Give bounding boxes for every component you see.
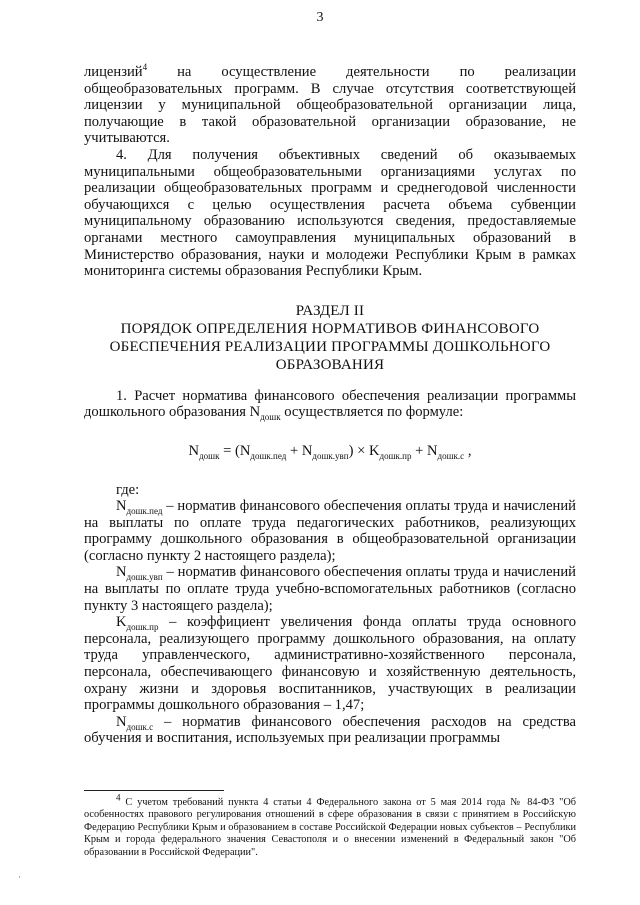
section-label: РАЗДЕЛ II bbox=[295, 302, 365, 319]
definition-item: $N_{дошк.пед}$ – норматив финансового обеспечения оплаты труда и начислений на выплаты по оплате труда педагогических работников, реализующих программу дошкольного образования в общеобразовательной организации (согласно пункту 2 настоящего раздела); bbox=[84, 498, 576, 564]
footnote: $^4$ С учетом требований пункта 4 статьи 4 Федерального закона от 5 мая 2014 года № 84-ФЗ "Об особенностях правового регулирования отношений в сфере образования в связи с принятием в Российскую Федерацию Республики Крым и образованием в составе Российской Федерации новых субъектов – Республики Крым и города федерального значения Севастополя и о внесении изменений в Федеральный закон "Об образовании в Российской Федерации". bbox=[84, 792, 576, 858]
footnote-divider bbox=[84, 790, 224, 791]
section-title-line: ОБЕСПЕЧЕНИЯ РЕАЛИЗАЦИИ ПРОГРАММЫ ДОШКОЛЬНОГО bbox=[109, 338, 551, 355]
section-heading bbox=[84, 302, 576, 374]
section-title-line: ОБРАЗОВАНИЯ bbox=[275, 356, 385, 373]
page-number: 3 bbox=[316, 10, 324, 25]
where-label: где: bbox=[116, 481, 140, 498]
paragraph-1-formula-intro: 1. Расчет норматива финансового обеспечения реализации программы дошкольного образования $N_{дошк}$ осуществляется по формуле: bbox=[84, 387, 576, 423]
definition-item: $K_{дошк.пр}$ – коэффициент увеличения фонда оплаты труда основного персонала, реализующего программу дошкольного образования, на оплату труда управленческого, административно-хозяйственного персонала, персонала, обеспечивающего финансовую и хозяйственную деятельность, охрану жизни и здоровья воспитанников, участвующих в реализации программы дошкольного образования – 1,47; bbox=[84, 614, 576, 714]
scan-speck: · bbox=[18, 872, 21, 882]
document-body bbox=[84, 64, 576, 747]
section-title-line: ПОРЯДОК ОПРЕДЕЛЕНИЯ НОРМАТИВОВ ФИНАНСОВОГО bbox=[120, 320, 540, 337]
paragraph-4: 4. Для получения объективных сведений об оказываемых муниципальными общеобразовательными организациями услугах по реализации общеобразовательных программ и среднегодовой численности обучающихся с целью осуществления расчета объема субвенции муниципальному образованию используются сведения, предоставляемые органами местного самоуправления муниципальных образований в Министерство образования, науки и молодежи Республики Крым в рамках мониторинга системы образования Республики Крым. bbox=[84, 146, 576, 280]
paragraph-license: лицензий$^4$ на осуществление деятельности по реализации общеобразовательных программ. В случае отсутствия соответствующей лицензии у муниципальной общеобразовательной организации лица, получающие в такой образовательной организации образование, не учитываются. bbox=[84, 62, 576, 147]
footnote-ref[interactable]: 4 bbox=[142, 62, 148, 73]
formula: $N_{дошк} = (N_{дошк.пед} + N_{дошк.увп}) \times K_{дошк.пр} + N_{дошк.с}$ , bbox=[188, 442, 472, 461]
definition-item: $N_{дошк.с}$ – норматив финансового обеспечения расходов на средства обучения и воспитания, используемых при реализации программы bbox=[84, 713, 576, 747]
definition-item: $N_{дошк.увп}$ – норматив финансового обеспечения оплаты труда и начислений на выплаты по оплате труда учебно-вспомогательных работников (согласно пункту 3 настоящего раздела); bbox=[84, 564, 576, 614]
